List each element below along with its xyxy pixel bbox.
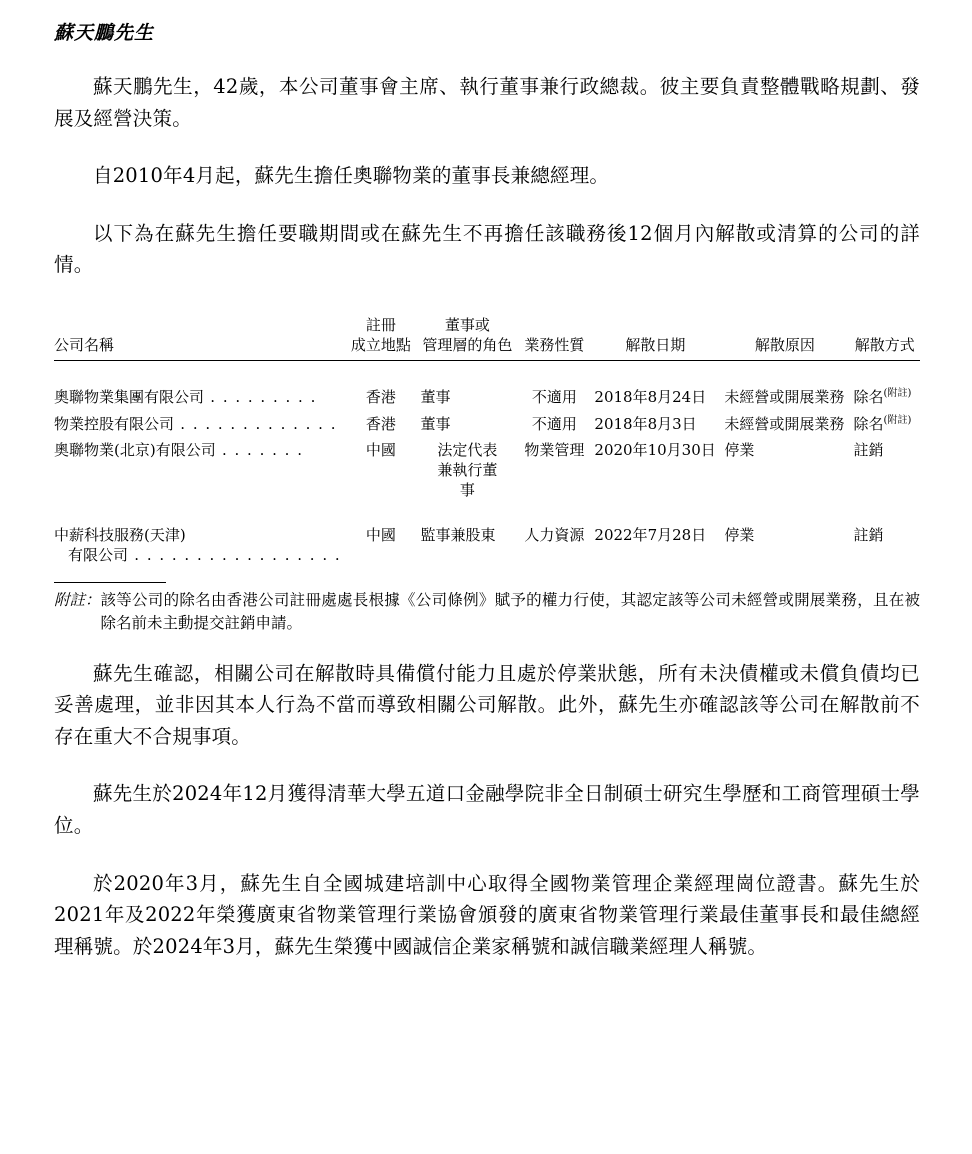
- paragraph-5: 蘇先生於2024年12月獲得清華大學五道口金融學院非全日制碩士研究生學歷和工商管理碩士學位。: [54, 782, 920, 837]
- table-header: [54, 315, 920, 361]
- cell-method: [850, 361, 920, 411]
- paragraph-2: 自2010年4月起，蘇先生擔任奧聯物業的董事長兼總經理。: [93, 164, 610, 188]
- cell-role: 監事兼股東: [420, 525, 496, 544]
- cell-place: 香港: [365, 414, 396, 433]
- cell-company-name: [54, 437, 345, 504]
- footnote-spacer: [54, 636, 920, 658]
- footnote-label: 附註：: [54, 591, 101, 610]
- cell-date: 2018年8月24日: [594, 388, 707, 407]
- table-row: [54, 522, 920, 569]
- th-company-name: [54, 315, 345, 361]
- th-business: [518, 315, 590, 361]
- company-name-text: 物業控股有限公司: [54, 414, 175, 433]
- table-body: [54, 361, 920, 568]
- cell-reason: 未經營或開展業務: [724, 414, 845, 433]
- cell-role: 董事: [420, 388, 451, 407]
- cell-method: 註銷: [853, 525, 884, 544]
- th-method: [850, 315, 920, 361]
- company-name-text: 奧聯物業(北京)有限公司: [54, 440, 216, 459]
- footnote: [54, 589, 920, 636]
- th-role-line2: 管理層的角色: [422, 336, 513, 355]
- footnote-divider: [54, 582, 166, 583]
- method-note-marker: (附註): [883, 388, 912, 400]
- paragraph-6: 於2020年3月，蘇先生自全國城建培訓中心取得全國物業管理企業經理崗位證書。蘇先生於2021年及2022年榮獲廣東省物業管理行業協會頒發的廣東省物業管理行業最佳董事長和最佳總經理稱號。於2024年3月，蘇先生榮獲中國誠信企業家稱號和誠信職業經理人稱號。: [54, 871, 920, 958]
- paragraph-4: 蘇先生確認，相關公司在解散時具備償付能力且處於停業狀態，所有未決債權或未償負債均已妥善處理，並非因其本人行為不當而導致相關公司解散。此外，蘇先生亦確認該等公司在解散前不存在重大不合規事項。: [54, 661, 920, 748]
- table-row: [54, 437, 920, 504]
- cell-reason: 停業: [724, 525, 755, 544]
- footnote-text: 該等公司的除名由香港公司註冊處處長根據《公司條例》賦予的權力行使，其認定該等公司未經營或開展業務，且在被除名前未主動提交註銷申請。: [100, 591, 920, 633]
- th-company-name-line2: 公司名稱: [54, 336, 115, 355]
- table-row-spacer: [54, 504, 920, 522]
- th-place-line1: 註冊: [365, 315, 396, 334]
- th-place-line2: 成立地點: [350, 336, 411, 355]
- company-name-text-line2: [54, 545, 341, 565]
- th-reason: [720, 315, 849, 361]
- th-place: [345, 315, 416, 361]
- cell-method: [850, 411, 920, 437]
- th-role-line1: 董事或: [444, 315, 490, 334]
- dissolved-companies-table: [54, 315, 920, 568]
- paragraph-3: 以下為在蘇先生擔任要職期間或在蘇先生不再擔任該職務後12個月內解散或清算的公司的詳情。: [54, 221, 920, 277]
- company-name-line2: 有限公司: [68, 545, 129, 564]
- cell-company-name: [54, 361, 345, 411]
- cell-reason: 未經營或開展業務: [724, 388, 845, 407]
- method-note-marker: (附註): [883, 414, 912, 426]
- table-header-row: [54, 315, 920, 361]
- cell-business: 物業管理: [524, 440, 585, 459]
- leader-dots: . . . . . . . . . . . . . . . . .: [128, 545, 342, 564]
- cell-place: 中國: [365, 525, 396, 544]
- company-name-text: 奧聯物業集團有限公司: [54, 388, 205, 407]
- cell-business: 不適用: [531, 414, 577, 433]
- leader-dots: . . . . . . .: [215, 440, 304, 459]
- company-name-text: 中薪科技服務(天津): [54, 525, 186, 544]
- cell-company-name: [54, 522, 345, 569]
- cell-business: 人力資源: [524, 525, 585, 544]
- cell-date: 2020年10月30日: [594, 440, 716, 459]
- method-text: 除名: [853, 414, 884, 433]
- cell-date: 2018年8月3日: [594, 414, 697, 433]
- cell-role: [417, 437, 519, 504]
- th-date-line2: 解散日期: [625, 336, 686, 355]
- cell-role: 董事: [420, 414, 451, 433]
- th-method-line2: 解散方式: [854, 336, 915, 355]
- cell-date: 2022年7月28日: [594, 525, 707, 544]
- cell-method: 註銷: [853, 440, 884, 459]
- paragraph-1: 蘇天鵬先生，42歲，本公司董事會主席、執行董事兼行政總裁。彼主要負責整體戰略規劃、發展及經營決策。: [54, 75, 920, 130]
- th-date: [590, 315, 720, 361]
- table-row: [54, 361, 920, 411]
- cell-business: 不適用: [531, 388, 577, 407]
- th-reason-line2: 解散原因: [754, 336, 815, 355]
- page-title: 蘇天鵬先生: [54, 22, 155, 44]
- cell-reason: 停業: [724, 440, 755, 459]
- th-role: [417, 315, 519, 361]
- th-business-line2: 業務性質: [524, 336, 585, 355]
- table-row: [54, 411, 920, 437]
- cell-place: 香港: [365, 388, 396, 407]
- leader-dots: . . . . . . . . .: [204, 388, 317, 407]
- method-text: 除名: [853, 388, 884, 407]
- document-content: [54, 18, 920, 988]
- cell-place: 中國: [365, 440, 396, 459]
- dissolved-companies-table-wrap: [54, 315, 920, 568]
- cell-company-name: [54, 411, 345, 437]
- leader-dots: . . . . . . . . . . . . .: [174, 414, 337, 433]
- cell-role-text: 法定代表兼執行董事: [437, 440, 498, 500]
